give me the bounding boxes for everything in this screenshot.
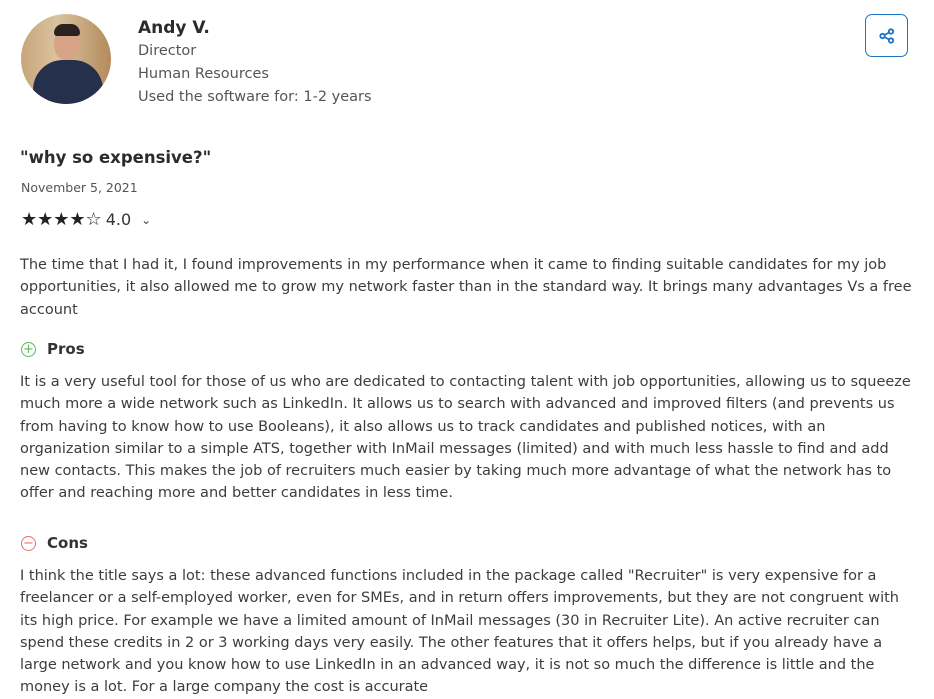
rating[interactable]: [21, 209, 151, 230]
reviewer-job-title: Director: [138, 43, 197, 59]
reviewer-info: [138, 16, 372, 109]
plus-circle-icon: +: [21, 342, 36, 357]
pros-text: It is a very useful tool for those of us who are dedicated to contacting talent with job opportunities, allowing us to squeeze much more a wide network such as LinkedIn. It allows us to search with advanced and improved filters (and prevents us from having to know how to use Booleans), it also allows us to track candidates and published notices, with an organization similar to a simple ATS, together with InMail messages (limited) and with much less hassle to find and add new contacts. This makes the job of recruiters much easier by taking much more advantage of what the network has to offer and reaching more and better candidates in less time.: [20, 374, 911, 502]
share-button[interactable]: [865, 14, 908, 57]
avatar-hair: [54, 24, 80, 36]
rating-value: 4.0: [105, 210, 132, 229]
review-date: November 5, 2021: [21, 180, 138, 195]
chevron-down-icon[interactable]: ⌄: [141, 212, 152, 227]
review-title: "why so expensive?": [20, 148, 212, 167]
reviewer-industry: Human Resources: [138, 66, 269, 82]
minus-circle-icon: −: [21, 536, 36, 551]
reviewer-name: Andy V.: [138, 18, 210, 38]
share-icon: [879, 28, 895, 44]
review-summary: The time that I had it, I found improvements in my performance when it came to finding suitable candidates for my job opportunities, it also allowed me to grow my network faster than in the standard way. It brings many advantages Vs a free account: [20, 257, 912, 318]
pros-label: Pros: [47, 340, 85, 358]
avatar-body: [33, 60, 103, 104]
cons-heading: [21, 534, 88, 552]
reviewer-usage: Used the software for: 1-2 years: [138, 89, 372, 105]
star-rating-icons: ★★★★☆: [21, 209, 102, 230]
pros-heading: [21, 340, 85, 358]
cons-text: I think the title says a lot: these advanced functions included in the package called "Recruiter" is very expensive for a freelancer or a self-employed worker, even for SMEs, and in return offers improvements, but they are not congruent with its high price. For example we have a limited amount of InMail messages (30 in Recruiter Lite). An active recruiter can spend these credits in 2 or 3 working days very easily. The other features that it offers helps, but if you already have a large network and you know how to use LinkedIn in an advanced way, it is not so much the difference is little and the money is a lot. For a large company the cost is accurate: [20, 568, 899, 696]
cons-label: Cons: [47, 534, 88, 552]
avatar: [21, 14, 111, 104]
